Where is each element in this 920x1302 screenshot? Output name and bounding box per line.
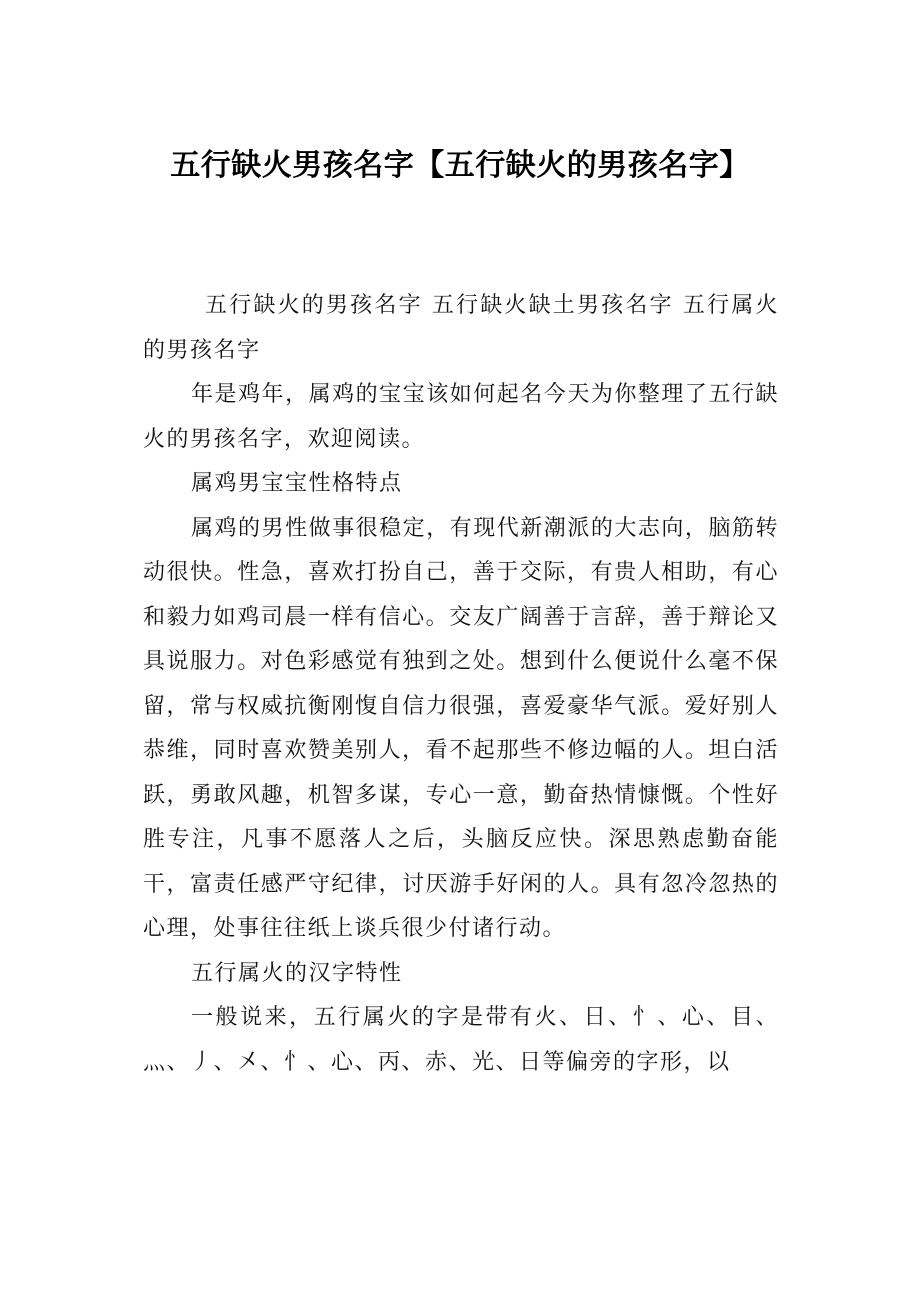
document-title: 五行缺火男孩名字【五行缺火的男孩名字】 (170, 148, 750, 183)
paragraph-related-titles: 五行缺火的男孩名字 五行缺火缺土男孩名字 五行属火的男孩名字 (143, 293, 779, 363)
paragraph-personality: 属鸡的男性做事很稳定，有现代新潮派的大志向，脑筋转动很快。性急，喜欢打扮自己，善于交际，有贵人相助，有心和毅力如鸡司晨一样有信心。交友广阔善于言辞，善于辩论又具说服力。对色彩感觉有独到之处。想到什么便说什么毫不保留，常与权威抗衡刚愎自信力很强，喜爱豪华气派。爱好别人恭维，同时喜欢赞美别人，看不起那些不修边幅的人。坦白活跃，勇敢风趣，机智多谋，专心一意，勤奋热情慷慨。个性好胜专注，凡事不愿落人之后，头脑反应快。深思熟虑勤奋能干，富责任感严守纪律，讨厌游手好闲的人。具有忽冷忽热的心理，处事往往纸上谈兵很少付诸行动。 (143, 515, 779, 941)
section-heading-personality: 属鸡男宝宝性格特点 (191, 471, 403, 496)
paragraph-intro: 年是鸡年，属鸡的宝宝该如何起名今天为你整理了五行缺火的男孩名字，欢迎阅读。 (143, 382, 779, 452)
section-heading-fire-characters: 五行属火的汉字特性 (191, 960, 403, 986)
document-body (143, 284, 779, 1085)
paragraph-fire-characters: 一般说来，五行属火的字是带有火、日、忄、心、目、灬、丿、㐅、忄、心、丙、赤、光、日等偏旁的字形，以 (143, 1005, 779, 1075)
